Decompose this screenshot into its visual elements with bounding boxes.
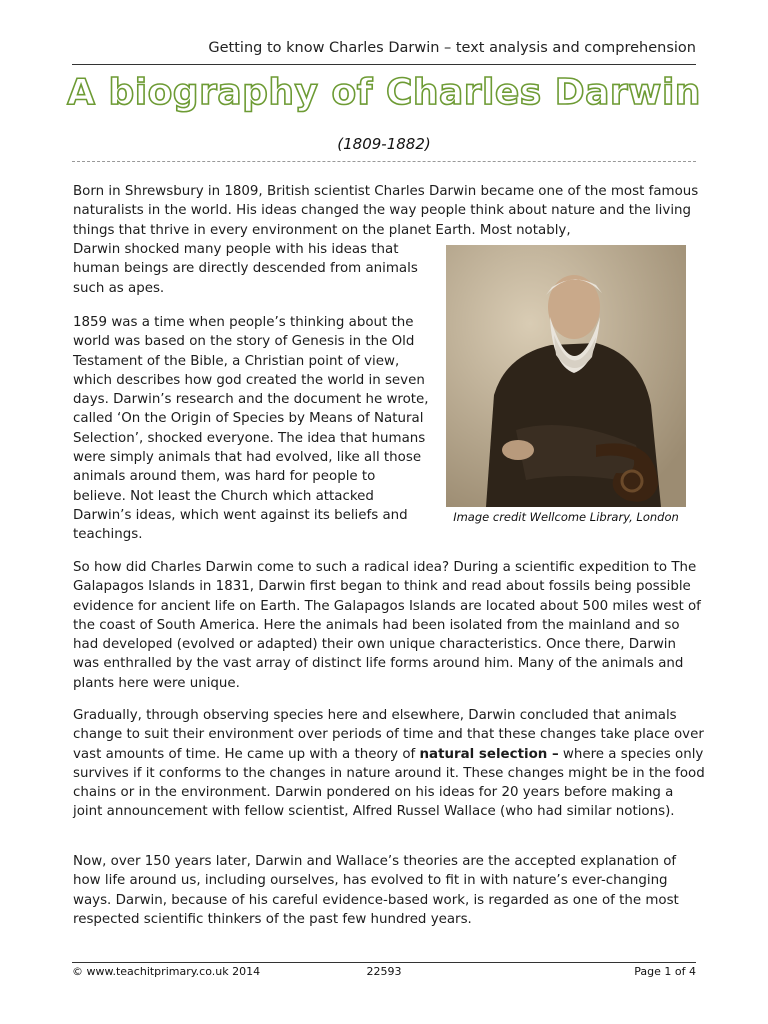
paragraph-galapagos — [73, 558, 705, 693]
paragraph-1859-text: 1859 was a time when people’s thinking about the world was based on the story of Genesis in the Old Testament of the Bible, a Christian point of view, which describes how god created the world in seven days. Darwin’s research and the document he wrote, called ‘On the Origin of Species by Means of Natural Selection’, shocked everyone. The idea that humans were simply animals that had evolved, like all those animals around them, was hard for people to believe. Not least the Church which attacked Darwin’s ideas, which went against its beliefs and teachings. — [73, 315, 429, 543]
header-divider — [72, 64, 696, 65]
paragraph-natural-selection-text — [73, 706, 705, 822]
paragraph-intro — [73, 182, 705, 240]
page-title: A biography of Charles Darwin — [67, 72, 701, 113]
page-footer — [72, 965, 696, 981]
darwin-portrait-illustration — [446, 245, 686, 507]
paragraph-legacy — [73, 852, 705, 929]
image-caption: Image credit Wellcome Library, London — [453, 510, 679, 524]
natural-selection-term: natural selection – — [419, 746, 559, 762]
darwin-portrait-image — [446, 245, 686, 507]
paragraph-natural-selection-intro: Gradually, through observing species here and elsewhere, Darwin concluded that animals change to suit their environment over periods of time and that these changes take place over vast amounts of time. He came up with a theory of — [73, 708, 704, 762]
paragraph-intro-continued-text: Darwin shocked many people with his ideas that human beings are directly descended from animals such as apes. — [73, 242, 418, 296]
paragraph-natural-selection — [73, 706, 705, 822]
running-header: Getting to know Charles Darwin – text analysis and comprehension — [208, 40, 696, 56]
title-divider — [72, 161, 696, 162]
paragraph-legacy-text: Now, over 150 years later, Darwin and Wallace’s theories are the accepted explanation of how life around us, including ourselves, has evolved to fit in with nature’s ever-changing ways. Darwin, because of his careful evidence-based work, is regarded as one of the most respected scientific thinkers of the past few hundred years. — [73, 854, 679, 927]
paragraph-intro-continued — [73, 240, 429, 298]
paragraph-1859 — [73, 313, 429, 545]
life-dates: (1809-1882) — [337, 135, 431, 153]
footer-copyright: © www.teachitprimary.co.uk 2014 — [72, 965, 261, 978]
footer-divider — [72, 962, 696, 963]
footer-resource-code: 22593 — [366, 965, 402, 978]
footer-page-number: Page 1 of 4 — [634, 965, 696, 978]
paragraph-galapagos-text: So how did Charles Darwin come to such a radical idea? During a scientific expedition to The Galapagos Islands in 1831, Darwin first began to think and read about fossils being possible evidence for ancient life on Earth. The Galapagos Islands are located about 500 miles west of the coast of South America. Here the animals had been isolated from the mainland and so had developed (evolved or adapted) their own unique characteristics. Once there, Darwin was enthralled by the vast array of distinct life forms around him. Many of the animals and plants here were unique. — [73, 560, 701, 691]
paragraph-intro-text: Born in Shrewsbury in 1809, British scientist Charles Darwin became one of the most famous naturalists in the world. His ideas changed the way people think about nature and the living things that thrive in every environment on the planet Earth. Most notably, — [73, 184, 699, 238]
paragraph-natural-selection-rest: where a species only survives if it conforms to the changes in nature around it. These changes might be in the food chains or in the environment. Darwin pondered on his ideas for 20 years before making a joint announcement with fellow scientist, Alfred Russel Wallace (who had similar notions). — [73, 746, 705, 820]
